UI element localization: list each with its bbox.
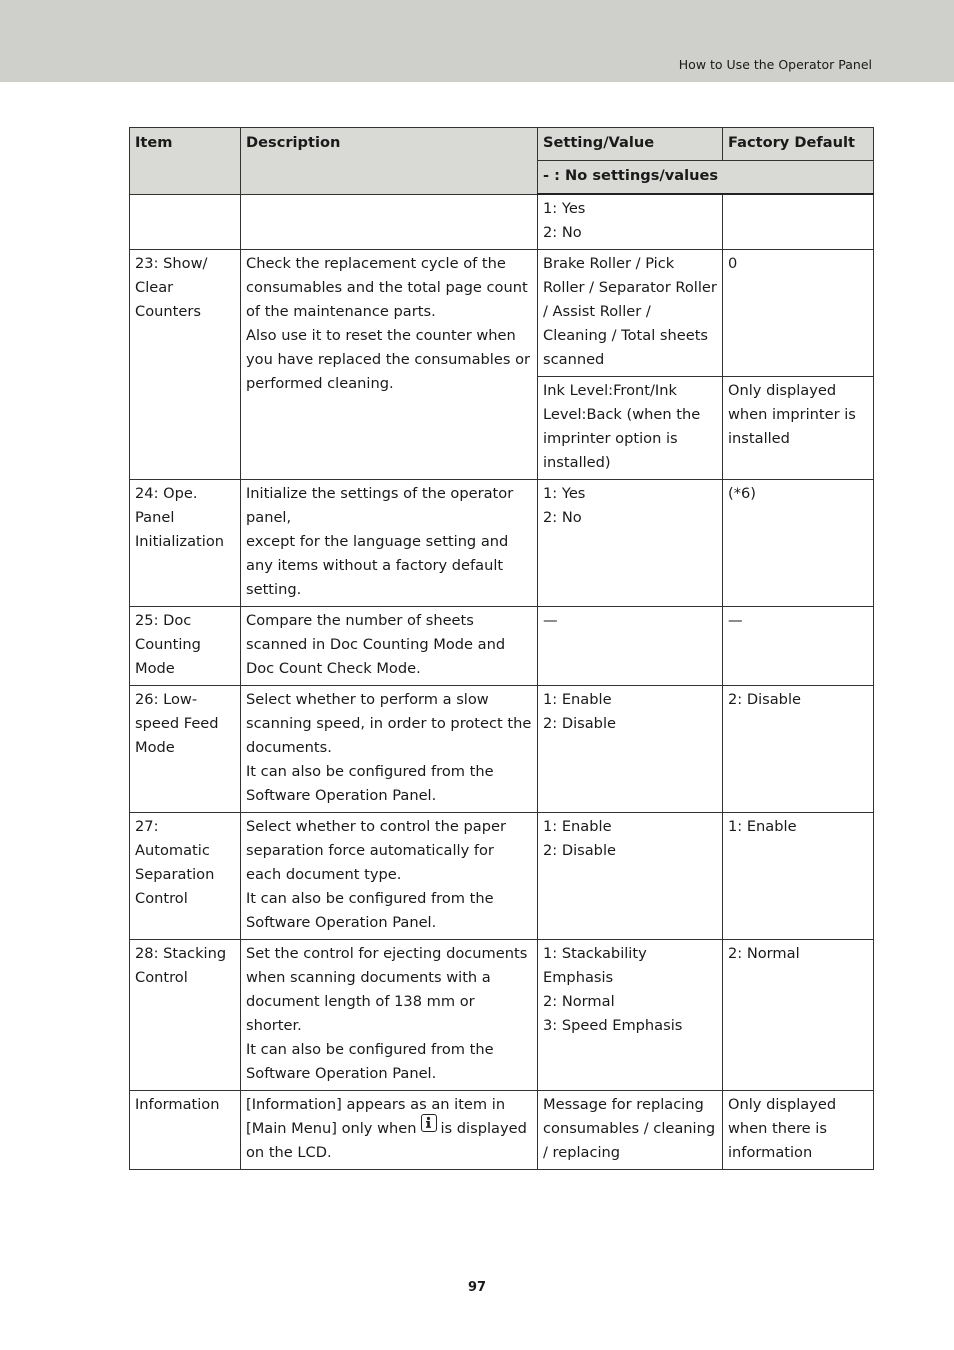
- information-icon: [421, 1114, 437, 1132]
- description-cell: Select whether to perform a slow scanning speed, in order to protect the documents. It can also be configured from the Software Operation Panel.: [241, 686, 538, 813]
- item-cell: 27: Automatic Separation Control: [130, 813, 241, 940]
- settings-table: [129, 127, 874, 1170]
- description-cell: Set the control for ejecting documents when scanning documents with a document length of 138 mm or shorter. It can also be configured from the Software Operation Panel.: [241, 940, 538, 1091]
- default-cell: [723, 194, 874, 250]
- page-number: 97: [467, 1280, 487, 1295]
- column-header-no-settings-note: - : No settings/values: [538, 161, 874, 195]
- setting-cell: Ink Level:Front/Ink Level:Back (when the imprinter option is installed): [538, 377, 723, 480]
- setting-cell: 1: Enable 2: Disable: [538, 686, 723, 813]
- item-cell: 24: Ope. Panel Initialization: [130, 480, 241, 607]
- description-cell: [241, 1091, 538, 1170]
- column-header-default: Factory Default: [723, 128, 874, 161]
- item-cell: 23: Show/ Clear Counters: [130, 250, 241, 480]
- table-row: [130, 686, 874, 813]
- setting-cell: 1: Stackability Emphasis 2: Normal 3: Speed Emphasis: [538, 940, 723, 1091]
- default-cell: Only displayed when there is information: [723, 1091, 874, 1170]
- setting-cell: 1: Yes 2: No: [538, 480, 723, 607]
- table-row: [130, 607, 874, 686]
- table-row: [130, 940, 874, 1091]
- description-text-after: is displayed on the LCD.: [246, 1120, 527, 1161]
- default-cell: (*6): [723, 480, 874, 607]
- table-row: [130, 250, 874, 377]
- setting-cell: 1: Yes 2: No: [538, 194, 723, 250]
- column-header-setting: Setting/Value: [538, 128, 723, 161]
- default-cell: 2: Disable: [723, 686, 874, 813]
- item-cell: Information: [130, 1091, 241, 1170]
- item-cell: 28: Stacking Control: [130, 940, 241, 1091]
- page-header-band: [0, 0, 954, 82]
- description-cell: Check the replacement cycle of the consumables and the total page count of the maintenance parts. Also use it to reset the counter when you have replaced the consumables or performed cleaning.: [241, 250, 538, 480]
- default-cell: 2: Normal: [723, 940, 874, 1091]
- setting-cell: Brake Roller / Pick Roller / Separator Roller / Assist Roller / Cleaning / Total sheets scanned: [538, 250, 723, 377]
- column-header-description: Description: [241, 128, 538, 195]
- table-row: [130, 194, 874, 250]
- item-cell: 25: Doc Counting Mode: [130, 607, 241, 686]
- setting-cell: Message for replacing consumables / cleaning / replacing: [538, 1091, 723, 1170]
- table-row: [130, 1091, 874, 1170]
- default-cell: 1: Enable: [723, 813, 874, 940]
- item-cell: [130, 194, 241, 250]
- default-cell: 0: [723, 250, 874, 377]
- column-header-item: Item: [130, 128, 241, 195]
- default-cell: Only displayed when imprinter is installed: [723, 377, 874, 480]
- setting-cell: 1: Enable 2: Disable: [538, 813, 723, 940]
- table-row: [130, 813, 874, 940]
- description-cell: Compare the number of sheets scanned in Doc Counting Mode and Doc Count Check Mode.: [241, 607, 538, 686]
- description-cell: Select whether to control the paper separation force automatically for each document type. It can also be configured from the Software Operation Panel.: [241, 813, 538, 940]
- description-cell: Initialize the settings of the operator panel, except for the language setting and any items without a factory default setting.: [241, 480, 538, 607]
- setting-cell: —: [538, 607, 723, 686]
- table-row: [130, 480, 874, 607]
- item-cell: 26: Low- speed Feed Mode: [130, 686, 241, 813]
- section-title: How to Use the Operator Panel: [678, 57, 872, 72]
- description-cell: [241, 194, 538, 250]
- default-cell: —: [723, 607, 874, 686]
- description-text-before: [Information] appears as an item in [Main Menu] only when: [246, 1096, 506, 1137]
